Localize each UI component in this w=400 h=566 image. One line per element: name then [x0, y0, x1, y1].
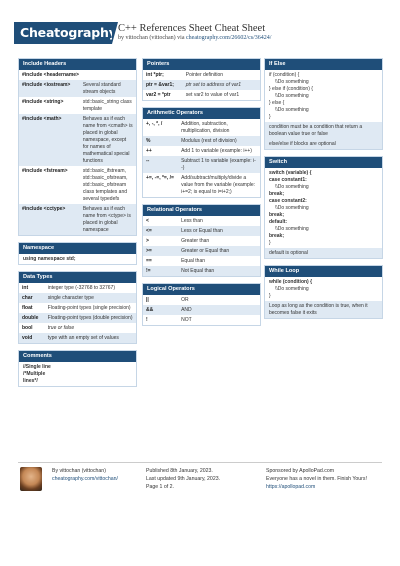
pointers-table: [143, 70, 260, 100]
row-key: ++: [143, 146, 178, 156]
row-value: Floating-point types (single precision): [45, 303, 136, 313]
row-value: Equal than: [178, 256, 260, 266]
row-key: +, -, *, /: [143, 119, 178, 136]
row-key: >=: [143, 246, 178, 256]
include-headers-box: [18, 58, 137, 236]
table-row: [143, 266, 260, 276]
if-else-note-optional: else/else if blocks are optional: [265, 139, 382, 149]
row-key: #include <fstream>: [19, 166, 80, 204]
row-key: bool: [19, 323, 45, 333]
arithmetic-box: [142, 107, 261, 198]
while-loop-note: Loop as long as the condition is true, when it becomes false it exits: [265, 301, 382, 318]
code-line: \\Do something: [265, 79, 382, 86]
row-key: var2 = *ptr: [143, 90, 183, 100]
code-line: \\Do something: [265, 93, 382, 100]
include-headers-title: Include Headers: [19, 59, 136, 70]
code-line: \\Do something: [265, 205, 382, 212]
code-line: break;: [265, 212, 382, 219]
row-key: #include <math>: [19, 114, 80, 166]
row-key: void: [19, 333, 45, 343]
table-row: [19, 80, 136, 97]
updated-date: Last updated 9th January, 2023.: [146, 476, 221, 482]
row-value: Greater or Equal than: [178, 246, 260, 256]
row-key: char: [19, 293, 45, 303]
row-key: !=: [143, 266, 178, 276]
page-header: [0, 0, 400, 46]
logical-table: [143, 295, 260, 325]
logical-title: Logical Operators: [143, 284, 260, 295]
row-key: <: [143, 216, 178, 226]
code-line: default:: [265, 219, 382, 226]
code-line: } else {: [265, 100, 382, 107]
data-types-box: [18, 271, 137, 344]
code-line: case constant1:: [265, 177, 382, 184]
row-value: OR: [178, 295, 260, 305]
row-value: Greater than: [178, 236, 260, 246]
row-value: NOT: [178, 315, 260, 325]
table-row: [143, 305, 260, 315]
row-key: int: [19, 283, 45, 293]
namespace-box: [18, 242, 137, 265]
code-line: break;: [265, 233, 382, 240]
row-value: Behaves as if each name from <ctype> is placed in global namespace: [80, 204, 136, 235]
row-key: ||: [143, 295, 178, 305]
column-2: [142, 58, 261, 332]
row-value: set var2 to value of var1: [183, 90, 260, 100]
switch-box: [264, 156, 383, 259]
row-value: Modulus (rest of division): [178, 136, 260, 146]
row-key: !: [143, 315, 178, 325]
table-row: [19, 323, 136, 333]
sponsor-line: Sponsored by ApolloPad.com: [266, 468, 335, 474]
comments-title: Comments: [19, 351, 136, 362]
table-row: [19, 313, 136, 323]
cheatography-logo[interactable]: Cheatography: [14, 22, 112, 44]
include-headers-table: [19, 70, 136, 235]
row-value: Less or Equal than: [178, 226, 260, 236]
code-line: }: [265, 293, 382, 300]
code-line: } else if (condition) {: [265, 86, 382, 93]
code-line: \\Do something: [265, 286, 382, 293]
if-else-note-condition: condition must be a condition that return a boolean value true or false: [265, 122, 382, 139]
row-value: AND: [178, 305, 260, 315]
table-row: [19, 293, 136, 303]
comment-line: /*Multiple: [19, 371, 136, 378]
row-value: true or false: [45, 323, 136, 333]
row-key: float: [19, 303, 45, 313]
row-key: #include <string>: [19, 97, 80, 114]
table-row: [143, 246, 260, 256]
row-value: Behaves as if each name from <cmath> is placed in global namespace, except for names of mathematical special functions: [80, 114, 136, 166]
comment-line: lines*/: [19, 378, 136, 387]
table-row: [143, 156, 260, 173]
table-row: [19, 166, 136, 204]
row-value: Less than: [178, 216, 260, 226]
pointers-box: [142, 58, 261, 101]
table-row: [19, 283, 136, 293]
column-1: [18, 58, 137, 393]
namespace-line: using namespace std;: [19, 254, 136, 264]
table-row: [143, 119, 260, 136]
table-row: [143, 295, 260, 305]
if-else-box: [264, 58, 383, 150]
table-row: [143, 256, 260, 266]
footer-author-name: By vittochan (vittochan): [52, 468, 106, 474]
sponsor-link[interactable]: https://apollopad.com: [266, 484, 316, 490]
table-row: [143, 173, 260, 197]
author-name[interactable]: by vittochan (vittochan): [118, 35, 176, 41]
row-key: <=: [143, 226, 178, 236]
row-value: integer type (-32768 to 32767): [45, 283, 136, 293]
row-value: Pointer definition: [183, 70, 260, 80]
if-else-code: [265, 70, 382, 122]
row-value: std::basic_ifstream, std::basic_ofstream, std::basic_ofstream class templates and several typedefs: [80, 166, 136, 204]
page-number: Page 1 of 2.: [146, 484, 174, 490]
data-types-table: [19, 283, 136, 343]
while-loop-box: [264, 265, 383, 319]
table-row: [143, 136, 260, 146]
row-key: #include <iostream>: [19, 80, 80, 97]
table-row: [19, 303, 136, 313]
via-label: via: [177, 35, 185, 41]
comments-box: [18, 350, 137, 387]
footer-divider: [18, 462, 382, 463]
sponsor-text: Everyone has a novel in them. Finish Yours!: [266, 476, 367, 482]
row-value: Addition, subtraction, multiplication, division: [178, 119, 260, 136]
table-row: [19, 114, 136, 166]
author-avatar[interactable]: [20, 467, 42, 491]
code-line: }: [265, 240, 382, 247]
row-value: Floating-point types (double precision): [45, 313, 136, 323]
code-line: \\Do something: [265, 184, 382, 191]
switch-code: [265, 168, 382, 248]
row-key: %: [143, 136, 178, 146]
footer-author-link[interactable]: cheatography.com/vittochan/: [52, 476, 118, 482]
row-key: ==: [143, 256, 178, 266]
table-row: [143, 216, 260, 226]
table-row: [143, 226, 260, 236]
switch-title: Switch: [265, 157, 382, 168]
footer-dates: [146, 467, 258, 491]
row-value: single character type: [45, 293, 136, 303]
pointers-title: Pointers: [143, 59, 260, 70]
published-date: Published 8th January, 2023.: [146, 468, 213, 474]
table-row: [143, 315, 260, 325]
table-row: [143, 80, 260, 90]
row-key: +=, -=, *=, /=: [143, 173, 178, 197]
while-loop-title: While Loop: [265, 266, 382, 277]
author-line: [118, 35, 271, 41]
footer-sponsor: [266, 467, 382, 491]
switch-note: default is optional: [265, 248, 382, 258]
table-row: [143, 236, 260, 246]
code-line: case constant2:: [265, 198, 382, 205]
table-row: [19, 204, 136, 235]
code-line: if (condition) {: [265, 72, 382, 79]
row-key: >: [143, 236, 178, 246]
footer-author: [52, 467, 140, 483]
table-row: [19, 333, 136, 343]
namespace-title: Namespace: [19, 243, 136, 254]
table-row: [143, 70, 260, 80]
if-else-title: If Else: [265, 59, 382, 70]
arithmetic-title: Arithmetic Operators: [143, 108, 260, 119]
table-row: [143, 90, 260, 100]
while-loop-code: [265, 277, 382, 301]
row-key: #include <headername>: [19, 70, 136, 80]
code-line: switch (variable) {: [265, 170, 382, 177]
data-types-title: Data Types: [19, 272, 136, 283]
row-value: Add/subtract/multiply/divide a value from the variable (example: i+=2; is equal to i=i+2;): [178, 173, 260, 197]
code-line: while (condition) {: [265, 279, 382, 286]
row-key: int *ptr;: [143, 70, 183, 80]
column-3: [264, 58, 383, 325]
row-value: ptr set to address of var1: [183, 80, 260, 90]
row-value: Not Equal than: [178, 266, 260, 276]
row-value: std::basic_string class template: [80, 97, 136, 114]
logical-box: [142, 283, 261, 326]
code-line: }: [265, 114, 382, 121]
row-key: double: [19, 313, 45, 323]
page-footer: [0, 462, 400, 522]
row-key: --: [143, 156, 178, 173]
sheet-url-link[interactable]: cheatography.com/26602/cs/36424/: [186, 35, 272, 41]
code-line: \\Do something: [265, 107, 382, 114]
row-key: #include <cctype>: [19, 204, 80, 235]
relational-box: [142, 204, 261, 277]
row-value: type with an empty set of values: [45, 333, 136, 343]
row-value: Subtract 1 to variable (example: i--): [178, 156, 260, 173]
row-key: ptr = &var1;: [143, 80, 183, 90]
table-row: [143, 146, 260, 156]
relational-title: Relational Operators: [143, 205, 260, 216]
row-value: Add 1 to variable (example: i++): [178, 146, 260, 156]
page-title: C++ References Sheet Cheat Sheet: [118, 23, 266, 34]
row-key: &&: [143, 305, 178, 315]
arithmetic-table: [143, 119, 260, 197]
relational-table: [143, 216, 260, 276]
comment-line: //Single line: [19, 362, 136, 371]
code-line: break;: [265, 191, 382, 198]
code-line: \\Do something: [265, 226, 382, 233]
row-value: Several standard stream objects: [80, 80, 136, 97]
table-row: [19, 97, 136, 114]
table-row: [19, 70, 136, 80]
